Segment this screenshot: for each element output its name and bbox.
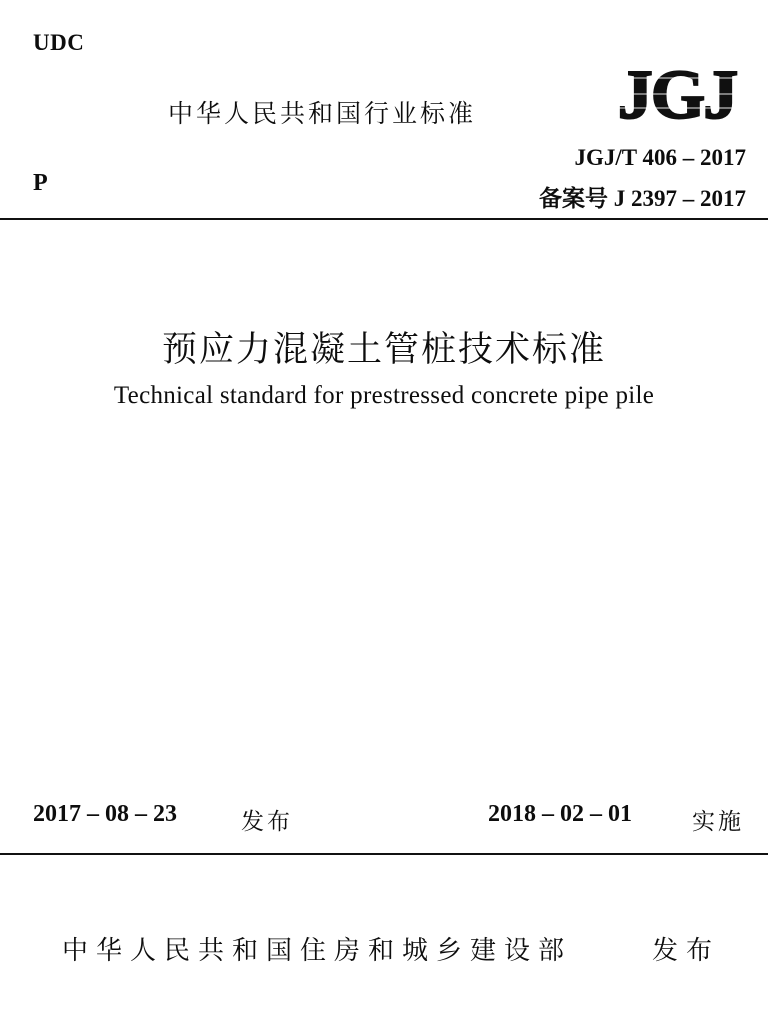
issuing-authority-action: 发布 [652,936,721,966]
effective-date: 2018 – 02 – 01 [488,801,632,827]
standard-number: JGJ/T 406 – 2017 [574,145,746,170]
document-title-chinese: 预应力混凝土管桩技术标准 [161,330,606,370]
jgj-logo [604,58,750,128]
document-title-english: Technical standard for prestressed concrete pipe pile [113,382,655,409]
issue-label: 发布 [241,809,293,835]
filing-number: 备案号 J 2397 – 2017 [539,186,746,211]
standard-series-title: 中华人民共和国行业标准 [168,99,477,128]
udc-label: UDC [33,30,85,55]
top-divider [0,218,768,220]
category-code: P [33,170,48,196]
issuing-authority: 中华人民共和国住房和城乡建设部 [62,936,573,966]
issue-date: 2017 – 08 – 23 [33,801,177,827]
bottom-divider [0,853,768,855]
effective-label: 实施 [692,809,744,835]
svg-text:JGJ: JGJ [617,58,737,128]
